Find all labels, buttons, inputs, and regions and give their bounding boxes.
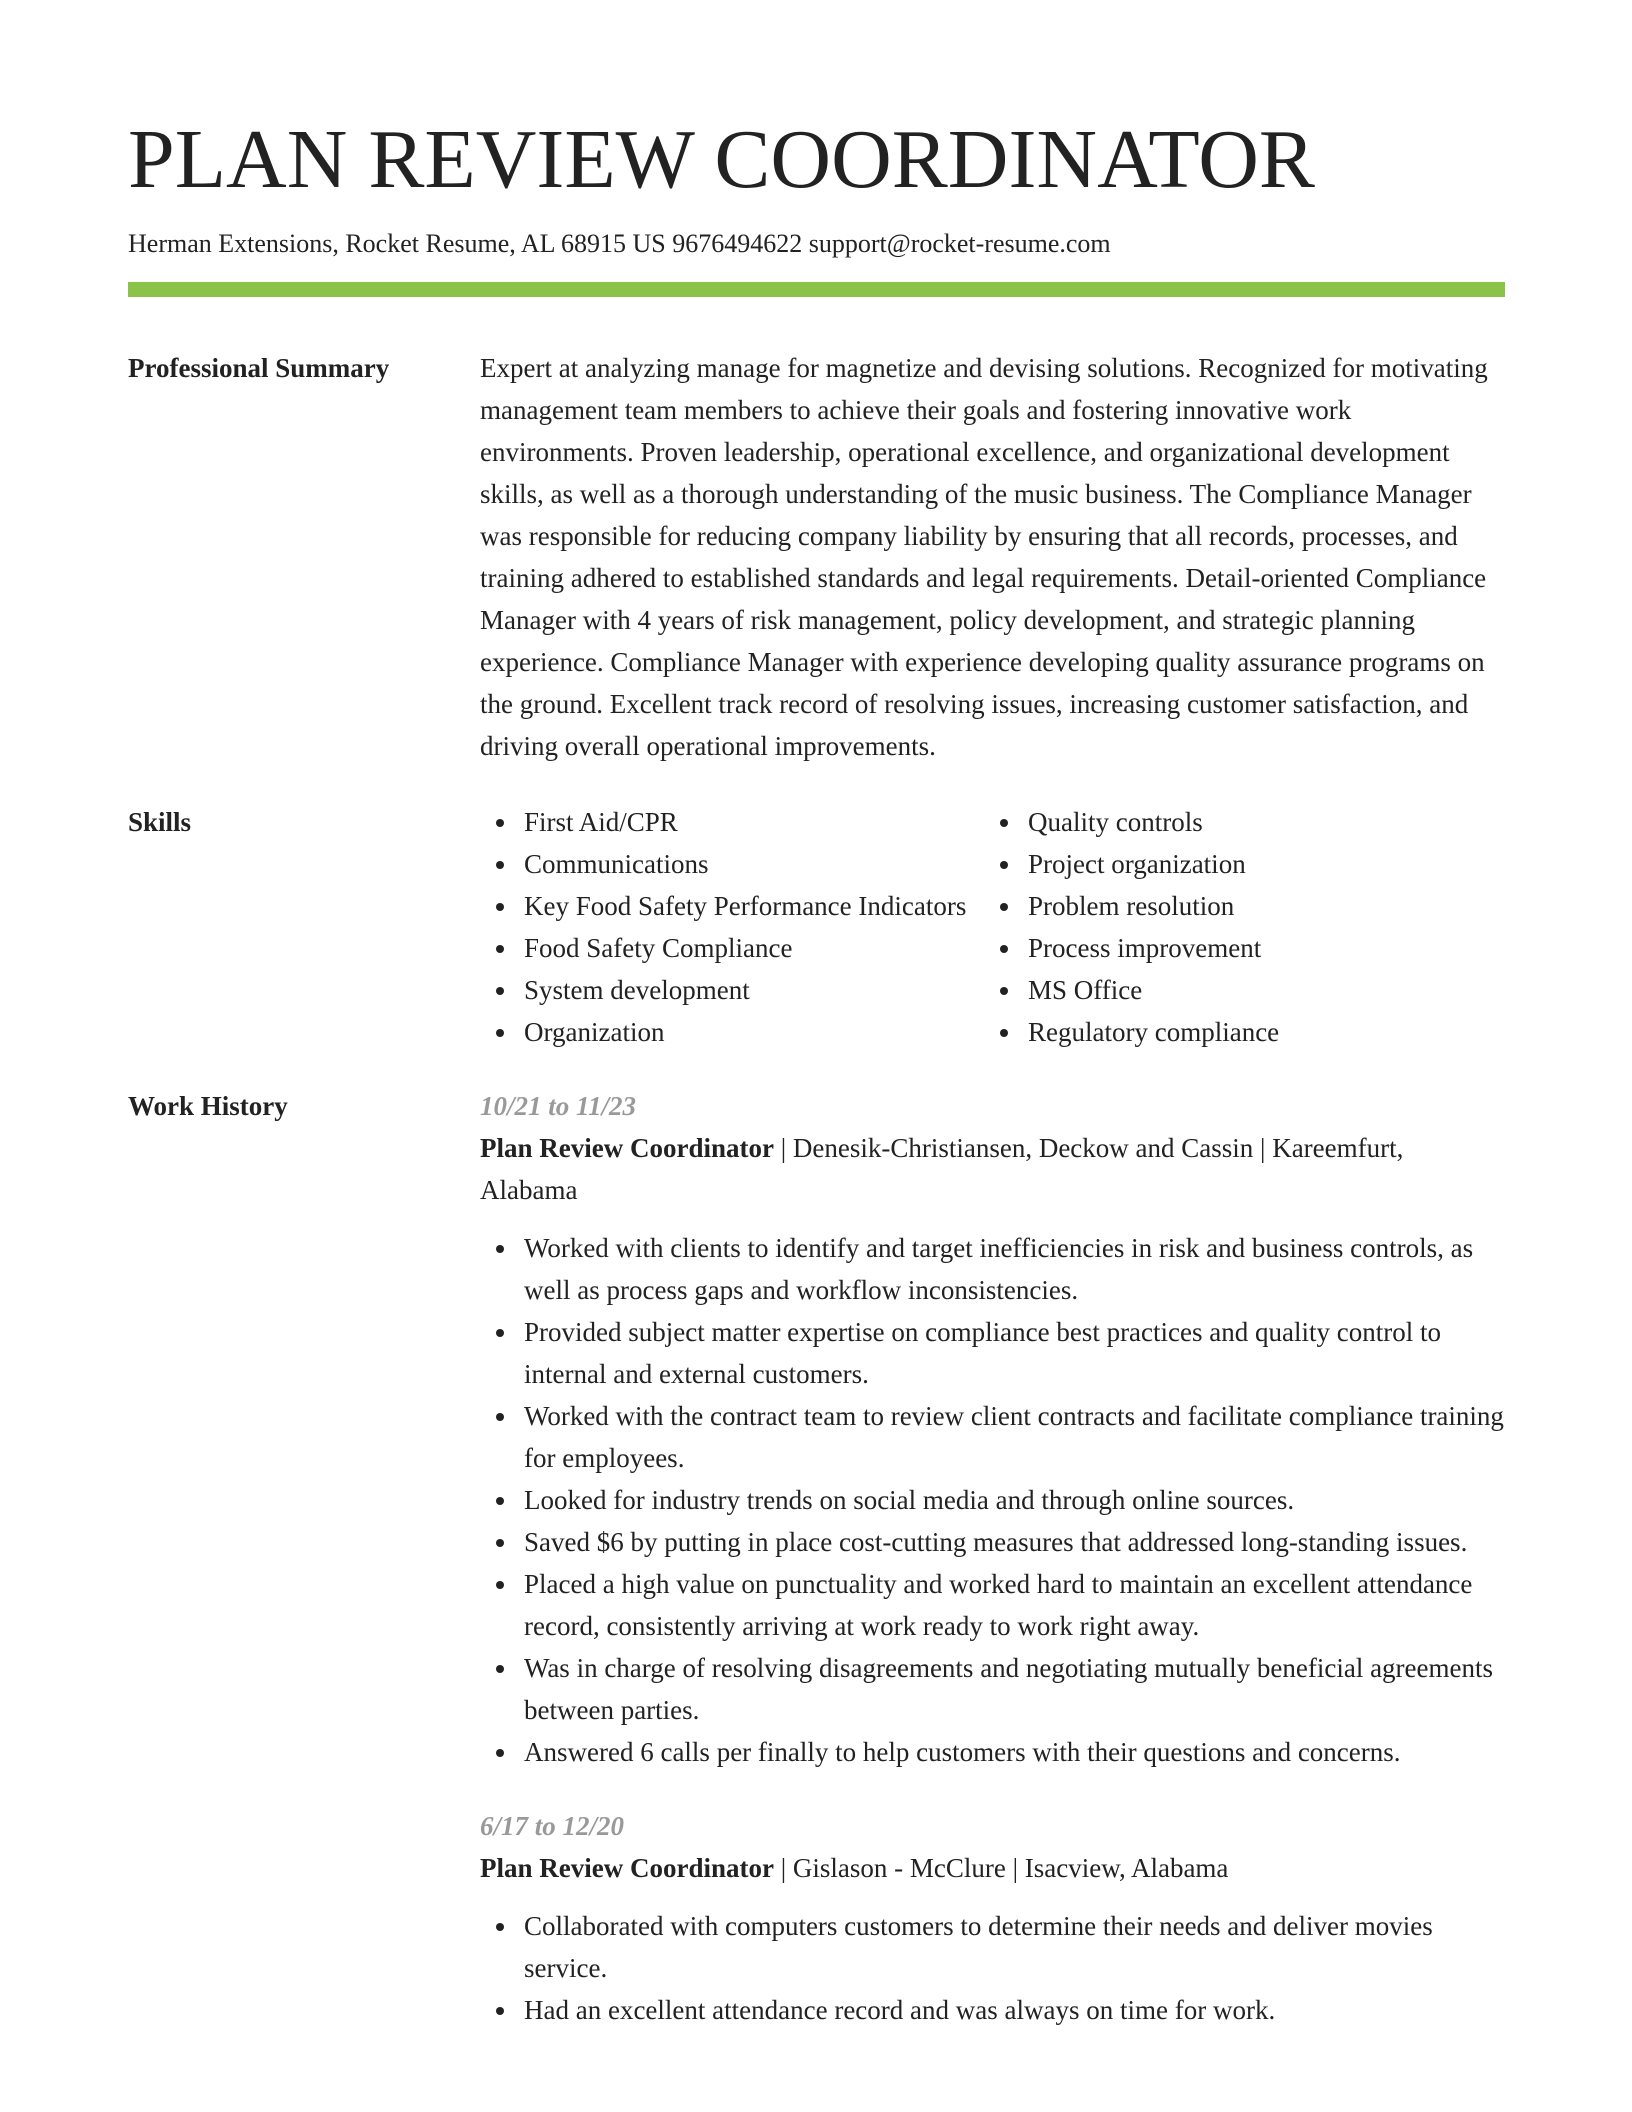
skill-item: Regulatory compliance xyxy=(984,1011,1279,1053)
job-bullet: Collaborated with computers customers to determine their needs and deliver movies service. xyxy=(480,1905,1505,1989)
job-bullet: Placed a high value on punctuality and worked hard to maintain an excellent attendance record, consistently arriving at work ready to work right away. xyxy=(480,1563,1505,1647)
skill-item: Communications xyxy=(480,843,984,885)
skill-item: Process improvement xyxy=(984,927,1279,969)
job-dates: 10/21 to 11/23 xyxy=(480,1091,637,1122)
skills-section xyxy=(128,801,1505,1053)
job-bullet: Looked for industry trends on social media and through online sources. xyxy=(480,1479,1505,1521)
job-title: Plan Review Coordinator xyxy=(480,1853,774,1884)
job-heading xyxy=(480,1847,1505,1889)
job-bullets xyxy=(480,1905,1505,2031)
job-bullet: Answered 6 calls per finally to help customers with their questions and concerns. xyxy=(480,1731,1505,1773)
job-bullet: Worked with clients to identify and target inefficiencies in risk and business controls, as well as process gaps and workflow inconsistencies. xyxy=(480,1227,1505,1311)
summary-text: Expert at analyzing manage for magnetize and devising solutions. Recognized for motivating management team members to achieve their goals and fostering innovative work environments. Proven leadership, operational excellence, and organizational development skills, as well as a thorough understanding of the music business. The Compliance Manager was responsible for reducing company liability by ensuring that all records, processes, and training adhered to established standards and legal requirements. Detail-oriented Compliance Manager with 4 years of risk management, policy development, and strategic planning experience. Compliance Manager with experience developing quality assurance programs on the ground. Excellent track record of resolving issues, increasing customer satisfaction, and driving overall operational improvements. xyxy=(480,353,1488,762)
skill-item: Quality controls xyxy=(984,801,1279,843)
skill-item: Problem resolution xyxy=(984,885,1279,927)
job-bullet: Had an excellent attendance record and was always on time for work. xyxy=(480,1989,1505,2031)
job-details: | Gislason - McClure | Isacview, Alabama xyxy=(773,1853,1229,1884)
skills-label: Skills xyxy=(128,807,192,838)
skill-item: Project organization xyxy=(984,843,1279,885)
job-entry xyxy=(480,1085,1505,1773)
skills-column-left xyxy=(480,801,984,1053)
header-divider xyxy=(128,282,1505,297)
skills-column-right xyxy=(984,801,1279,1053)
job-bullet: Saved $6 by putting in place cost-cutting measures that addressed long-standing issues. xyxy=(480,1521,1505,1563)
job-title: Plan Review Coordinator xyxy=(480,1133,774,1164)
skill-item: MS Office xyxy=(984,969,1279,1011)
job-bullet: Provided subject matter expertise on compliance best practices and quality control to internal and external customers. xyxy=(480,1311,1505,1395)
job-bullet: Was in charge of resolving disagreements and negotiating mutually beneficial agreements between parties. xyxy=(480,1647,1505,1731)
job-bullet: Worked with the contract team to review client contracts and facilitate compliance training for employees. xyxy=(480,1395,1505,1479)
skill-item: Key Food Safety Performance Indicators xyxy=(480,885,984,927)
work-history-body xyxy=(480,1085,1505,2031)
resume-title: PLAN REVIEW COORDINATOR xyxy=(128,113,1315,206)
job-details: | Denesik-Christiansen, Deckow and Cassin | Kareemfurt, Alabama xyxy=(480,1133,1404,1206)
job-dates: 6/17 to 12/20 xyxy=(480,1811,625,1842)
skills-grid xyxy=(480,801,1505,1053)
skill-item: Organization xyxy=(480,1011,984,1053)
work-history-section xyxy=(128,1085,1505,2031)
contact-line: Herman Extensions, Rocket Resume, AL 68915 US 9676494622 support@rocket-resume.com xyxy=(128,229,1111,258)
job-bullets xyxy=(480,1227,1505,1773)
work-history-label: Work History xyxy=(128,1091,288,1122)
skill-item: System development xyxy=(480,969,984,1011)
resume-page xyxy=(128,113,1505,2031)
summary-section xyxy=(128,347,1505,767)
job-heading xyxy=(480,1127,1505,1211)
summary-label: Professional Summary xyxy=(128,353,390,384)
skill-item: Food Safety Compliance xyxy=(480,927,984,969)
job-entry xyxy=(480,1805,1505,2031)
skill-item: First Aid/CPR xyxy=(480,801,984,843)
